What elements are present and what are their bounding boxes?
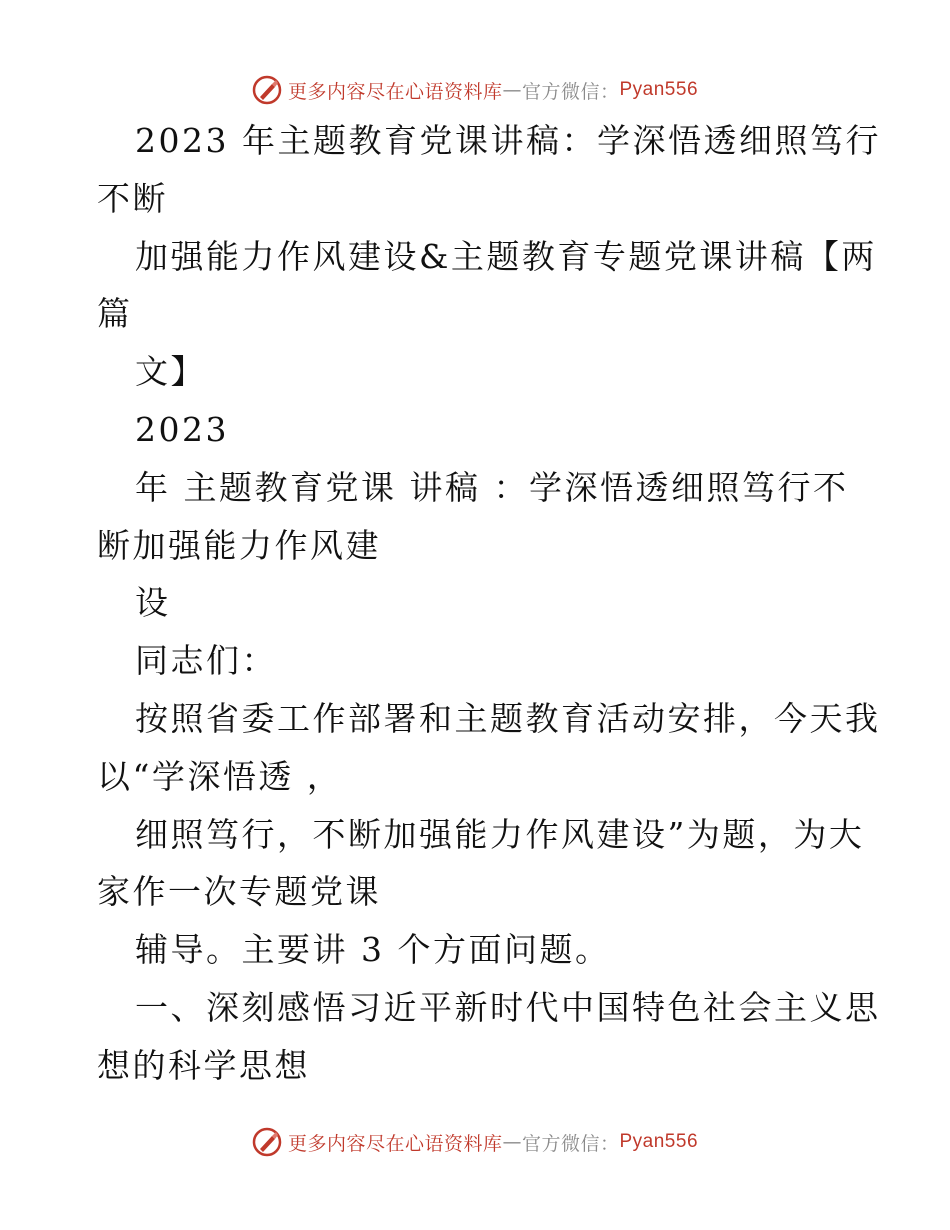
text-line: 不断: [97, 178, 168, 218]
text-line: 断加强能力作风建: [97, 525, 381, 565]
watermark-brand: 更多内容尽在心语资料库: [287, 80, 503, 103]
watermark-wechat-id: Pyan556: [619, 79, 699, 100]
watermark-dash: —: [502, 79, 522, 101]
watermark-wechat-label: 官方微信：: [521, 80, 620, 103]
text-line: 2023 年主题教育党课讲稿：学深悟透细照笃行: [135, 121, 881, 160]
text-line: 同志们：: [135, 641, 277, 681]
text-line: 以“学深悟透 ，: [97, 756, 343, 796]
text-line: 设: [135, 583, 171, 623]
text-line: 2023: [135, 409, 229, 449]
document-body: [97, 112, 881, 1095]
pen-logo-icon: [252, 75, 282, 105]
watermark-wechat-id: Pyan556: [619, 1131, 699, 1152]
watermark-brand: 更多内容尽在心语资料库: [287, 1132, 503, 1155]
text-line: 年 主题教育党课 讲稿 ：学深悟透细照笃行不: [135, 467, 849, 507]
footer-watermark: [0, 1122, 950, 1162]
text-line: 家作一次专题党课: [97, 872, 381, 912]
text-line: 一、深刻感悟习近平新时代中国特色社会主义思: [135, 987, 881, 1027]
text-line: 篇: [97, 294, 133, 334]
text-line: 文】: [135, 352, 206, 392]
text-line: 加强能力作风建设&主题教育专题党课讲稿【两: [135, 236, 877, 276]
watermark-dash: —: [502, 1131, 522, 1153]
pen-logo-icon: [252, 1127, 282, 1157]
text-line: 想的科学思想: [97, 1045, 310, 1085]
text-line: 按照省委工作部署和主题教育活动安排，今天我: [135, 698, 881, 738]
watermark-wechat-label: 官方微信：: [521, 1132, 620, 1155]
header-watermark: [0, 70, 950, 110]
text-line: 辅导。主要讲 3 个方面问题。: [135, 930, 611, 970]
text-line: 细照笃行，不断加强能力作风建设”为题，为大: [135, 814, 865, 854]
